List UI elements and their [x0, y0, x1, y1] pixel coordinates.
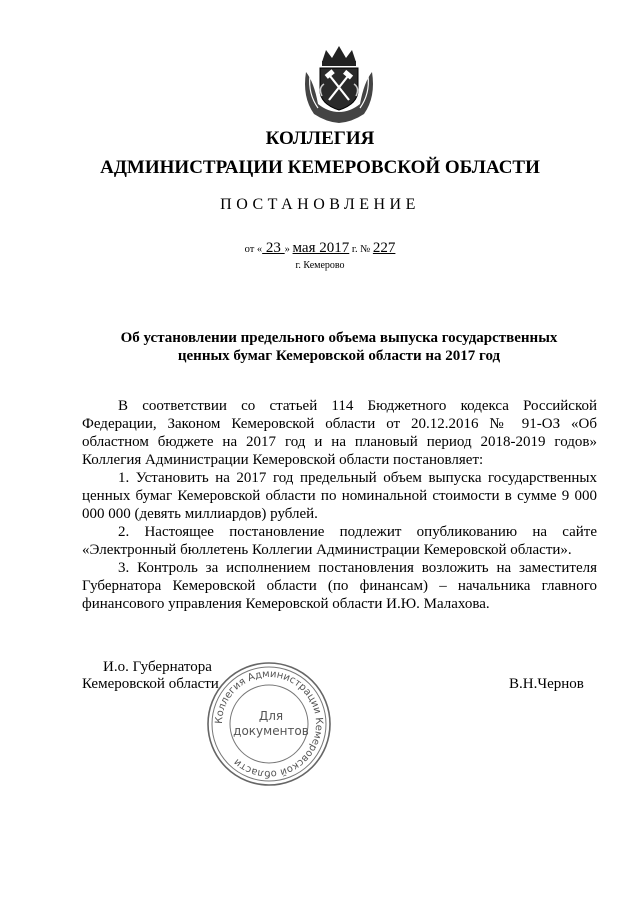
body-paragraph: 1. Установить на 2017 год предельный объем выпуска государственных ценных бумаг Кемеровской области по номинальной стоимости в сумме 9 000 000 000 (девять миллиардов) рублей. — [82, 470, 597, 522]
document-body — [82, 397, 597, 613]
date-sep2: г. № — [349, 244, 373, 255]
document-title-line2: ценных бумаг Кемеровской области на 2017 год — [177, 348, 501, 364]
city: г. Кемерово — [295, 260, 345, 271]
date-day: 23 — [262, 240, 285, 256]
document-title — [90, 329, 588, 365]
date-prefix: от « — [244, 244, 263, 255]
document-title-line1: Об установлении предельного объема выпуска государственных — [120, 330, 558, 346]
date-sep1: » — [284, 244, 293, 255]
document-number: 227 — [372, 240, 396, 256]
signatory-role-line2: Кемеровской области — [82, 676, 219, 692]
date-month-year: мая 2017 — [292, 240, 350, 256]
signatory-name: В.Н.Чернов — [509, 676, 584, 692]
org-title-line2: АДМИНИСТРАЦИИ КЕМЕРОВСКОЙ ОБЛАСТИ — [100, 157, 540, 178]
body-paragraph: В соответствии со статьей 114 Бюджетного кодекса Российской Федерации, Законом Кемеровской области от 20.12.2016 № 91-ОЗ «Об областном бюджете на 2017 год и на плановый период 2018-2019 годов» Коллегия Администрации Кемеровской области постановляет: — [82, 398, 597, 468]
body-paragraph: 3. Контроль за исполнением постановления возложить на заместителя Губернатора Кемеровской области (по финансам) – начальника главного финансового управления Кемеровской области И.Ю. Малахова. — [82, 560, 597, 612]
official-stamp — [205, 660, 333, 788]
stamp-ring-text: Коллегия Администрации Кемеровской области — [213, 668, 325, 780]
stamp-center-line1: Для — [258, 709, 284, 723]
coat-of-arms-icon — [300, 42, 378, 124]
document-type: ПОСТАНОВЛЕНИЕ — [220, 196, 420, 213]
org-title-line1: КОЛЛЕГИЯ — [265, 128, 375, 149]
signatory-role-line1: И.о. Губернатора — [103, 659, 212, 675]
date-line — [0, 240, 640, 257]
body-paragraph: 2. Настоящее постановление подлежит опубликованию на сайте «Электронный бюллетень Коллегии Администрации Кемеровской области». — [82, 524, 597, 558]
stamp-center-line2: документов — [233, 724, 309, 738]
